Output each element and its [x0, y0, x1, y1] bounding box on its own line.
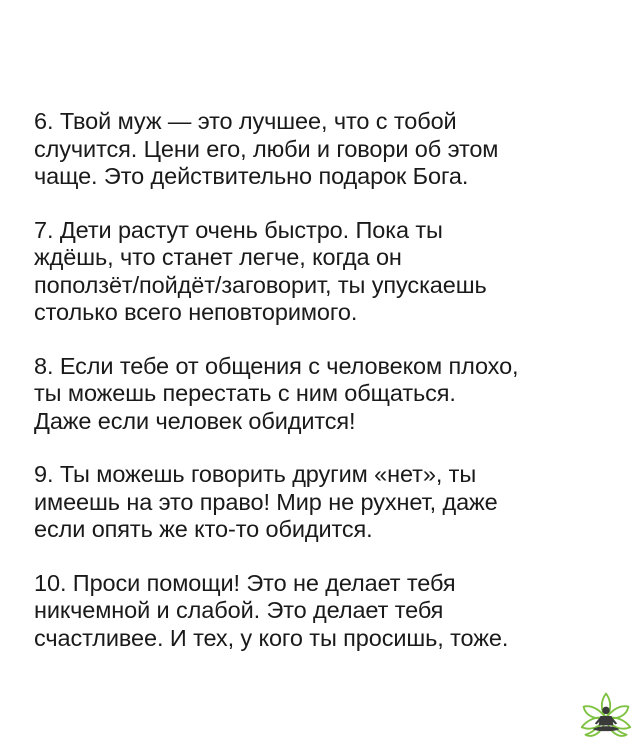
text-line: поползёт/пойдёт/заговорит, ты упускаешь — [34, 271, 487, 298]
text-line: 9. Ты можешь говорить другим «нет», ты — [34, 461, 477, 487]
text-line: 8. Если тебе от общения с человеком плохо, — [34, 352, 519, 379]
text-line: случится. Цени его, люби и говори об этом — [34, 135, 499, 162]
text-line: 6. Твой муж — это лучшее, что с тобой — [34, 108, 457, 134]
paragraph-10 — [34, 570, 614, 653]
text-line: счастливее. И тех, у кого ты просишь, тоже. — [34, 624, 509, 651]
text-line: 7. Дети растут очень быстро. Пока ты — [34, 216, 443, 243]
text-line: никчемной и слабой. Это делает тебя — [34, 597, 444, 623]
paragraph-8 — [34, 353, 614, 436]
text-line: ждёшь, что станет легче, когда он — [34, 244, 402, 270]
paragraph-9 — [34, 461, 614, 544]
article-body — [34, 108, 614, 678]
text-line: столько всего неповторимого. — [34, 299, 358, 325]
text-line: ты можешь перестать с ним общаться. — [34, 380, 456, 406]
text-line: имеешь на это право! Мир не рухнет, даже — [34, 488, 498, 515]
paragraph-6 — [34, 108, 614, 191]
text-line: Даже если человек обидится! — [34, 407, 356, 434]
text-line: 10. Проси помощи! Это не делает тебя — [34, 569, 456, 596]
paragraph-7 — [34, 217, 614, 327]
text-line: если опять же кто-то обидится. — [34, 516, 373, 542]
lotus-meditation-icon — [578, 688, 634, 744]
text-line: чаще. Это действительно подарок Бога. — [34, 163, 469, 189]
